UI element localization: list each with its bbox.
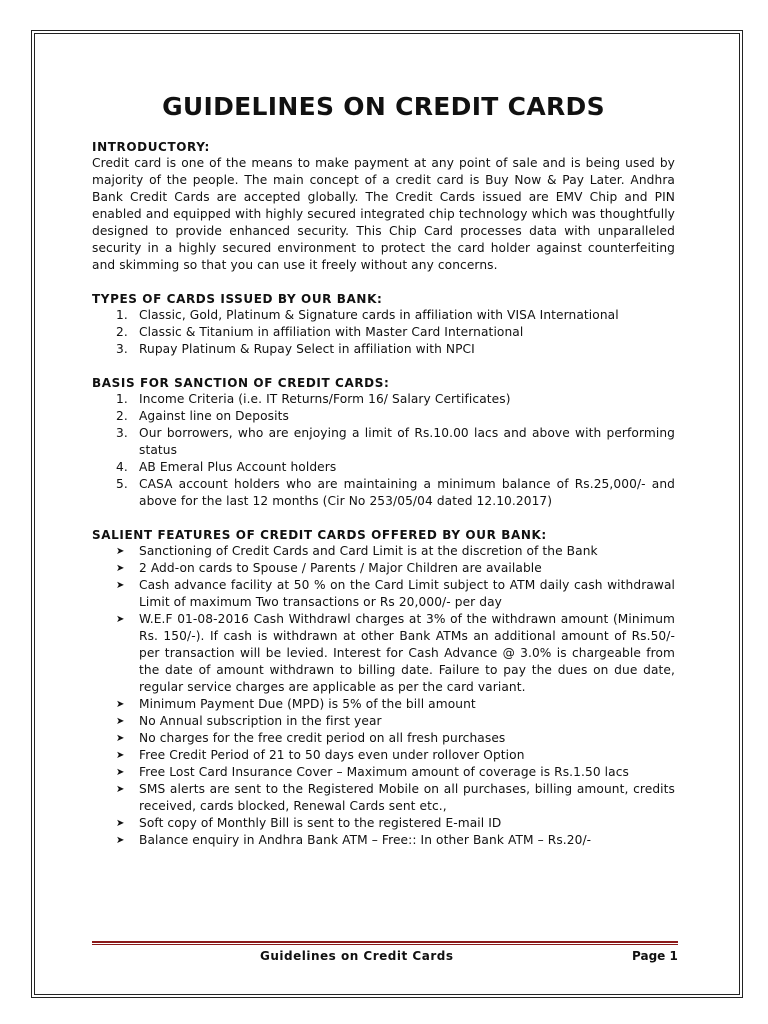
list-number: 1. xyxy=(116,308,128,322)
arrow-bullet-icon: ➤ xyxy=(116,580,125,591)
intro-heading: INTRODUCTORY: xyxy=(92,140,210,154)
basis-heading: BASIS FOR SANCTION OF CREDIT CARDS: xyxy=(92,376,390,390)
footer-rule-thin xyxy=(92,944,678,945)
list-item xyxy=(92,611,675,696)
features-list xyxy=(92,543,675,849)
arrow-bullet-icon: ➤ xyxy=(116,818,125,829)
list-item xyxy=(92,747,675,764)
list-text: Soft copy of Monthly Bill is sent to the registered E-mail ID xyxy=(139,816,502,830)
list-text: Rupay Platinum & Rupay Select in affiliation with NPCI xyxy=(139,342,475,356)
page-number: Page 1 xyxy=(632,949,678,963)
list-number: 3. xyxy=(116,342,128,356)
list-item xyxy=(92,324,675,341)
list-item xyxy=(92,560,675,577)
list-text: SMS alerts are sent to the Registered Mobile on all purchases, billing amount, credits received, cards blocked, Renewal Cards sent etc., xyxy=(139,782,675,813)
list-item xyxy=(92,476,675,510)
arrow-bullet-icon: ➤ xyxy=(116,733,125,744)
document-title: GUIDELINES ON CREDIT CARDS xyxy=(162,92,605,121)
list-item xyxy=(92,730,675,747)
list-item xyxy=(92,832,675,849)
list-text: Cash advance facility at 50 % on the Card Limit subject to ATM daily cash withdrawal Limit of maximum Two transactions or Rs 20,000/- per day xyxy=(139,578,675,609)
list-text: Classic, Gold, Platinum & Signature cards in affiliation with VISA International xyxy=(139,308,619,322)
list-number: 4. xyxy=(116,460,128,474)
list-item xyxy=(92,425,675,459)
footer-rule xyxy=(92,941,678,943)
footer-title: Guidelines on Credit Cards xyxy=(260,949,454,963)
list-item xyxy=(92,696,675,713)
list-text: Income Criteria (i.e. IT Returns/Form 16/ Salary Certificates) xyxy=(139,392,511,406)
arrow-bullet-icon: ➤ xyxy=(116,546,125,557)
arrow-bullet-icon: ➤ xyxy=(116,614,125,625)
arrow-bullet-icon: ➤ xyxy=(116,835,125,846)
arrow-bullet-icon: ➤ xyxy=(116,563,125,574)
arrow-bullet-icon: ➤ xyxy=(116,750,125,761)
arrow-bullet-icon: ➤ xyxy=(116,699,125,710)
list-number: 1. xyxy=(116,392,128,406)
list-text: Minimum Payment Due (MPD) is 5% of the bill amount xyxy=(139,697,476,711)
list-item xyxy=(92,341,675,358)
types-list xyxy=(92,307,675,358)
list-item xyxy=(92,543,675,560)
list-number: 3. xyxy=(116,426,128,440)
list-text: Sanctioning of Credit Cards and Card Limit is at the discretion of the Bank xyxy=(139,544,598,558)
list-item xyxy=(92,781,675,815)
document-body xyxy=(92,92,675,849)
list-item xyxy=(92,764,675,781)
list-item xyxy=(92,307,675,324)
intro-paragraph: Credit card is one of the means to make payment at any point of sale and is being used by majority of the people. The main concept of a credit card is Buy Now & Pay Later. Andhra Bank Credit Cards are accepted globally. The Credit Cards issued are EMV Chip and PIN enabled and equipped with highly secured integrated chip technology which was thoughtfully designed to provide enhanced security. This Chip Card processes data with unparalleled security in a highly secured environment to protect the card holder against counterfeiting and skimming so that you can use it freely without any concerns. xyxy=(92,156,675,272)
types-heading: TYPES OF CARDS ISSUED BY OUR BANK: xyxy=(92,292,383,306)
arrow-bullet-icon: ➤ xyxy=(116,767,125,778)
list-item xyxy=(92,713,675,730)
arrow-bullet-icon: ➤ xyxy=(116,784,125,795)
list-item xyxy=(92,815,675,832)
list-text: Our borrowers, who are enjoying a limit of Rs.10.00 lacs and above with performing status xyxy=(139,426,675,457)
list-text: No Annual subscription in the first year xyxy=(139,714,382,728)
list-text: W.E.F 01-08-2016 Cash Withdrawl charges at 3% of the withdrawn amount (Minimum Rs. 150/-). If cash is withdrawn at other Bank ATMs an additional amount of Rs.50/- per transaction will be levied. Interest for Cash Advance @ 3.0% is chargeable from the date of amount withdrawn to billing date. Failure to pay the dues on due date, regular service charges are applicable as per the card variant. xyxy=(139,612,675,694)
arrow-bullet-icon: ➤ xyxy=(116,716,125,727)
list-text: AB Emeral Plus Account holders xyxy=(139,460,337,474)
list-number: 2. xyxy=(116,325,128,339)
list-text: No charges for the free credit period on all fresh purchases xyxy=(139,731,506,745)
list-text: Free Lost Card Insurance Cover – Maximum amount of coverage is Rs.1.50 lacs xyxy=(139,765,629,779)
features-heading: SALIENT FEATURES OF CREDIT CARDS OFFERED BY OUR BANK: xyxy=(92,528,547,542)
list-number: 2. xyxy=(116,409,128,423)
list-item xyxy=(92,459,675,476)
list-number: 5. xyxy=(116,477,128,491)
list-text: Balance enquiry in Andhra Bank ATM – Free:: In other Bank ATM – Rs.20/- xyxy=(139,833,592,847)
basis-list xyxy=(92,391,675,510)
list-text: Free Credit Period of 21 to 50 days even under rollover Option xyxy=(139,748,525,762)
list-text: Against line on Deposits xyxy=(139,409,289,423)
list-item xyxy=(92,391,675,408)
list-text: 2 Add-on cards to Spouse / Parents / Major Children are available xyxy=(139,561,542,575)
list-text: Classic & Titanium in affiliation with Master Card International xyxy=(139,325,524,339)
list-item xyxy=(92,408,675,425)
list-text: CASA account holders who are maintaining a minimum balance of Rs.25,000/- and above for the last 12 months (Cir No 253/05/04 dated 12.10.2017) xyxy=(139,477,675,508)
list-item xyxy=(92,577,675,611)
